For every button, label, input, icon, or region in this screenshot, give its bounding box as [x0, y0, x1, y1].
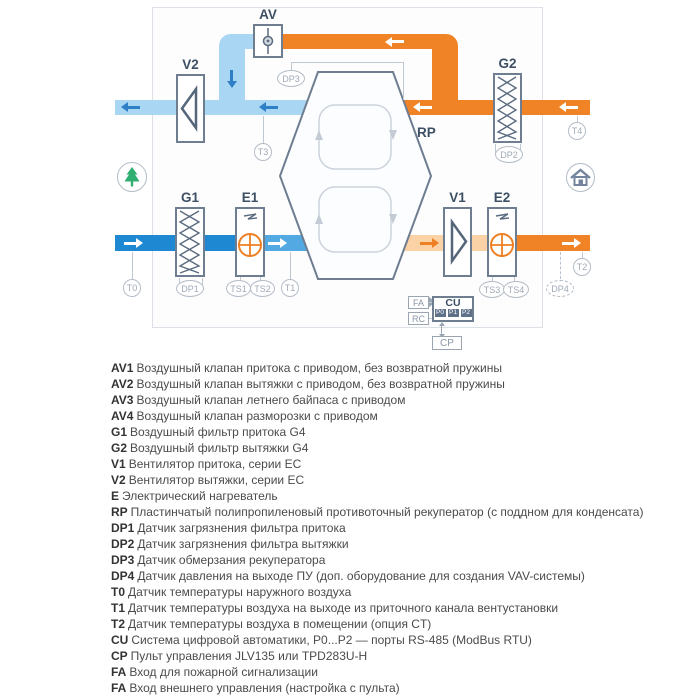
connector-line-dashed	[560, 252, 561, 279]
legend-item	[111, 424, 686, 440]
legend-item	[111, 392, 686, 408]
legend-item	[111, 408, 686, 424]
fan-icon	[445, 209, 470, 274]
filter-g1-label: G1	[180, 190, 199, 205]
legend-item	[111, 520, 686, 536]
legend-text: Вентилятор притока, серии EC	[128, 457, 302, 471]
fan-v1-label: V1	[449, 190, 466, 205]
damper-label: AV	[259, 7, 277, 22]
legend-item	[111, 680, 686, 696]
filter-icon	[495, 75, 520, 141]
sensor-t4: T4	[568, 122, 586, 140]
legend-text: Пульт управления JLV135 или TPD283U-H	[130, 649, 368, 663]
port-p0: P0	[436, 309, 444, 316]
connector-line	[290, 252, 291, 279]
legend-item	[111, 440, 686, 456]
control-panel: CP	[432, 336, 462, 350]
legend-text: Датчик обмерзания рекуператора	[137, 553, 326, 567]
legend-text: Датчик загрязнения фильтра вытяжки	[137, 537, 349, 551]
legend-item	[111, 456, 686, 472]
legend-key: V2	[111, 473, 126, 487]
legend-text: Датчик температуры наружного воздуха	[128, 585, 352, 599]
legend-key: T1	[111, 601, 126, 615]
damper-av	[253, 24, 283, 58]
control-unit-label: CU	[445, 297, 461, 309]
flow-arrow-icon	[392, 40, 404, 43]
flow-arrow-icon	[124, 242, 136, 245]
legend-text: Датчик загрязнения фильтра притока	[137, 521, 346, 535]
legend-item	[111, 360, 686, 376]
legend-item	[111, 584, 686, 600]
legend-text: Датчик давления на выходе ПУ (доп. оборудование для создания VAV-системы)	[137, 569, 585, 583]
legend-text: Воздушный клапан разморозки с приводом	[136, 409, 378, 423]
flow-arrow-icon	[128, 106, 140, 109]
legend-text: Воздушный клапан вытяжки с приводом, без возвратной пружины	[136, 377, 505, 391]
legend-item	[111, 616, 686, 632]
recuperator-label: RP	[417, 125, 436, 140]
legend-key: FA	[111, 665, 127, 679]
sensor-ts1: TS1	[226, 280, 251, 297]
legend-item	[111, 568, 686, 584]
sensor-t2: T2	[573, 258, 591, 276]
flow-arrow-icon	[566, 106, 578, 109]
sensor-ts3: TS3	[479, 281, 505, 298]
sensor-ts2: TS2	[250, 280, 275, 297]
flow-arrow-icon	[230, 70, 233, 81]
sensor-t3: T3	[254, 143, 272, 161]
pipe-exhaust-top	[283, 34, 445, 49]
legend-text: Система цифровой автоматики, P0...P2 — порты RS-485 (ModBus RTU)	[131, 633, 532, 647]
legend-key: AV1	[111, 361, 134, 375]
legend-key: RP	[111, 505, 128, 519]
legend-key: DP1	[111, 521, 135, 535]
legend-key: DP2	[111, 537, 135, 551]
legend-key: AV4	[111, 409, 134, 423]
heater-e2	[487, 207, 517, 277]
legend-text: Воздушный фильтр вытяжки G4	[130, 441, 309, 455]
legend-key: G2	[111, 441, 128, 455]
legend-text: Датчик температуры воздуха в помещении (опция CT)	[128, 617, 432, 631]
pipe-extract-stub	[236, 34, 254, 49]
fan-v1	[443, 207, 472, 277]
connector-line	[291, 62, 403, 63]
legend-text: Воздушный клапан притока с приводом, без возвратной пружины	[136, 361, 502, 375]
heater-e1-label: E1	[241, 190, 259, 205]
legend-key: CP	[111, 649, 128, 663]
fan-v2-label: V2	[182, 57, 199, 72]
filter-icon	[177, 209, 203, 275]
sensor-t0: T0	[123, 279, 141, 297]
legend-text: Вход внешнего управления (настройка с пульта)	[129, 681, 400, 695]
legend-text: Вентилятор вытяжки, серии EC	[128, 473, 305, 487]
legend-key: T0	[111, 585, 126, 599]
legend-key: AV2	[111, 377, 134, 391]
sensor-dp2: DP2	[495, 146, 523, 163]
connector-line	[403, 62, 404, 100]
cp-link-arrow-icon	[441, 326, 442, 334]
sensor-dp4: DP4	[546, 280, 574, 297]
legend-text: Воздушный клапан летнего байпаса с приводом	[136, 393, 406, 407]
legend-text: Электрический нагреватель	[122, 489, 278, 503]
indoor-air-badge	[566, 163, 595, 192]
port-p1: P1	[449, 309, 457, 316]
heater-e1	[235, 207, 265, 277]
legend-key: G1	[111, 425, 128, 439]
legend-text: Датчик температуры воздуха на выходе из приточного канала вентустановки	[128, 601, 559, 615]
heater-icon	[489, 209, 515, 275]
legend-key: V1	[111, 457, 126, 471]
remote-control-input: RC	[408, 312, 429, 325]
heater-e2-label: E2	[493, 190, 511, 205]
sensor-ts4: TS4	[503, 281, 529, 298]
filter-g1	[175, 207, 205, 277]
damper-icon	[255, 26, 281, 56]
recuperator-core	[275, 64, 437, 286]
legend-item	[111, 504, 686, 520]
legend-item	[111, 664, 686, 680]
legend	[111, 360, 686, 696]
legend-key: DP4	[111, 569, 135, 583]
heater-icon	[237, 209, 263, 275]
connector-line	[132, 252, 133, 279]
legend-item	[111, 536, 686, 552]
control-unit	[432, 296, 474, 322]
port-p2: P2	[462, 309, 470, 316]
flow-arrow-icon	[562, 242, 574, 245]
legend-key: CU	[111, 633, 129, 647]
sensor-dp1: DP1	[176, 280, 204, 297]
legend-item	[111, 552, 686, 568]
legend-text: Вход для пожарной сигнализации	[129, 665, 318, 679]
legend-key: T2	[111, 617, 126, 631]
fan-v2	[176, 74, 205, 143]
outdoor-air-badge	[117, 162, 147, 192]
legend-item	[111, 632, 686, 648]
legend-key: AV3	[111, 393, 134, 407]
legend-key: FA	[111, 681, 127, 695]
legend-item	[111, 488, 686, 504]
fire-alarm-input: FA	[408, 296, 429, 309]
house-icon	[567, 164, 594, 191]
sensor-t1: T1	[281, 279, 299, 297]
legend-item	[111, 648, 686, 664]
connector-line	[263, 116, 264, 143]
filter-g2-label: G2	[498, 56, 517, 71]
legend-item	[111, 600, 686, 616]
legend-item	[111, 376, 686, 392]
legend-key: E	[111, 489, 120, 503]
legend-text: Воздушный фильтр притока G4	[130, 425, 306, 439]
filter-g2	[493, 73, 522, 143]
sensor-dp3: DP3	[277, 70, 305, 87]
fan-icon	[178, 76, 203, 141]
legend-item	[111, 472, 686, 488]
legend-key: DP3	[111, 553, 135, 567]
legend-text: Пластинчатый полипропиленовый противоточный рекуператор (с поддном для конденсата)	[130, 505, 644, 519]
tree-icon	[118, 163, 146, 191]
